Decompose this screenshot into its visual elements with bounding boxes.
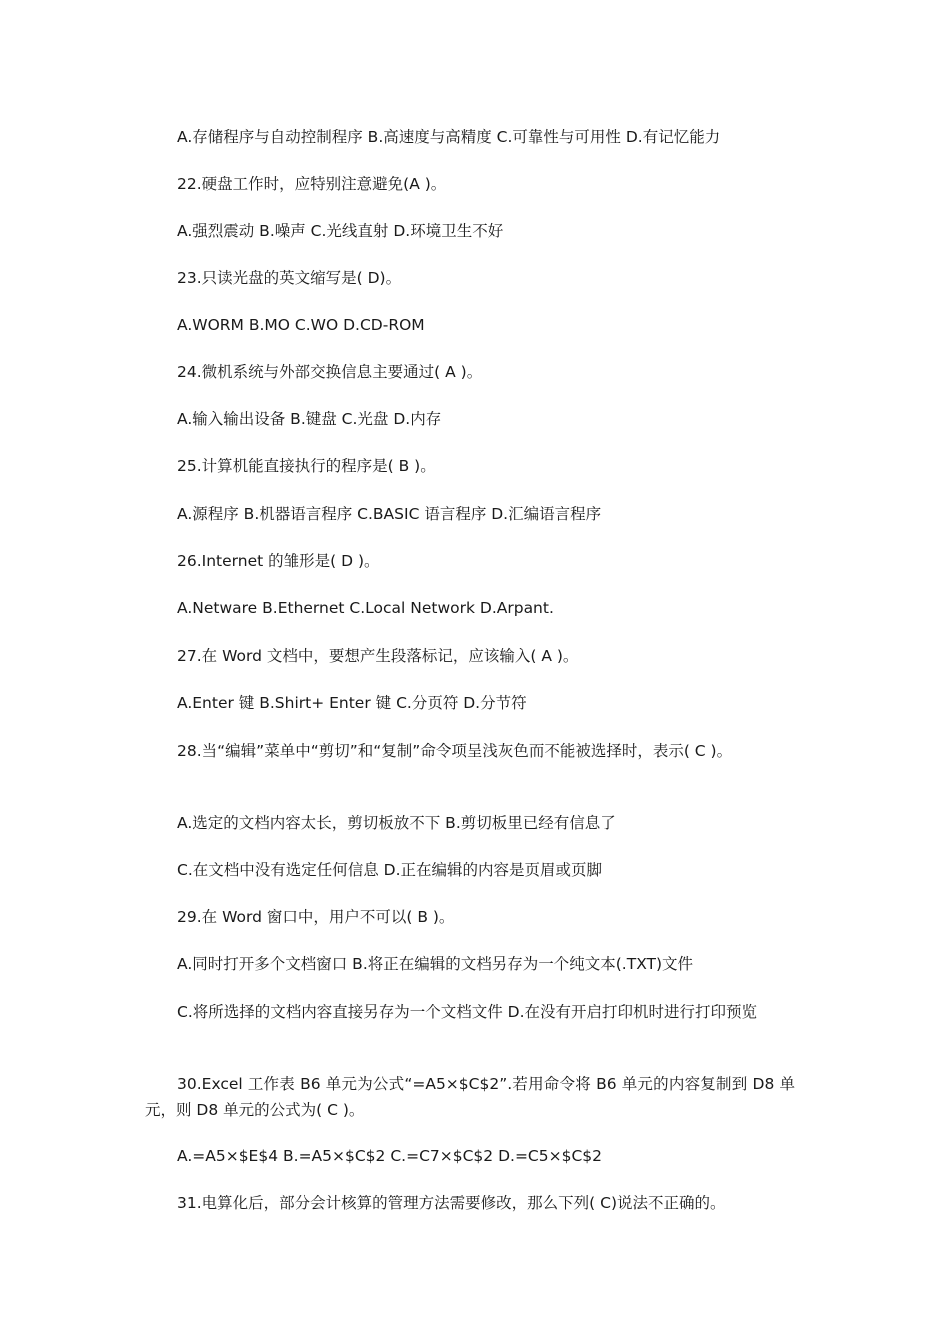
question-29: 29.在 Word 窗口中，用户不可以( B )。 xyxy=(177,908,455,926)
question-25: 25.计算机能直接执行的程序是( B )。 xyxy=(177,457,436,475)
answer-options-27: A.Enter 键 B.Shirt+ Enter 键 C.分页符 D.分节符 xyxy=(177,694,527,712)
answer-options-29b: C.将所选择的文档内容直接另存为一个文档文件 D.在没有开启打印机时进行打印预览 xyxy=(177,1003,758,1021)
question-28: 28.当“编辑”菜单中“剪切”和“复制”命令项呈浅灰色而不能被选择时，表示( C )。 xyxy=(177,742,733,760)
answer-options-25: A.源程序 B.机器语言程序 C.BASIC 语言程序 D.汇编语言程序 xyxy=(177,505,602,523)
question-27: 27.在 Word 文档中，要想产生段落标记，应该输入( A )。 xyxy=(177,647,579,665)
question-24: 24.微机系统与外部交换信息主要通过( A )。 xyxy=(177,363,483,381)
question-30: 30.Excel 工作表 B6 单元为公式“=A5×$C$2”.若用命令将 B6 单元的内容复制到 D8 单元，则 D8 单元的公式为( C )。 xyxy=(145,1075,795,1119)
answer-options-28a: A.选定的文档内容太长，剪切板放不下 B.剪切板里已经有信息了 xyxy=(177,814,616,832)
answer-options-29a: A.同时打开多个文档窗口 B.将正在编辑的文档另存为一个纯文本(.TXT)文件 xyxy=(177,955,694,973)
answer-options-24: A.输入输出设备 B.键盘 C.光盘 D.内存 xyxy=(177,410,442,428)
question-26: 26.Internet 的雏形是( D )。 xyxy=(177,552,380,570)
answer-options-21: A.存储程序与自动控制程序 B.高速度与高精度 C.可靠性与可用性 D.有记忆能力 xyxy=(177,128,721,146)
answer-options-22: A.强烈震动 B.噪声 C.光线直射 D.环境卫生不好 xyxy=(177,222,504,240)
question-23: 23.只读光盘的英文缩写是( D)。 xyxy=(177,269,402,287)
answer-options-23: A.WORM B.MO C.WO D.CD-ROM xyxy=(177,316,425,334)
question-22: 22.硬盘工作时，应特别注意避免(A )。 xyxy=(177,175,447,193)
question-31: 31.电算化后，部分会计核算的管理方法需要修改，那么下列( C)说法不正确的。 xyxy=(177,1194,726,1212)
answer-options-30: A.=A5×$E$4 B.=A5×$C$2 C.=C7×$C$2 D.=C5×$C$2 xyxy=(177,1147,603,1165)
answer-options-28b: C.在文档中没有选定任何信息 D.正在编辑的内容是页眉或页脚 xyxy=(177,861,603,879)
answer-options-26: A.Netware B.Ethernet C.Local Network D.Arpant. xyxy=(177,599,554,617)
